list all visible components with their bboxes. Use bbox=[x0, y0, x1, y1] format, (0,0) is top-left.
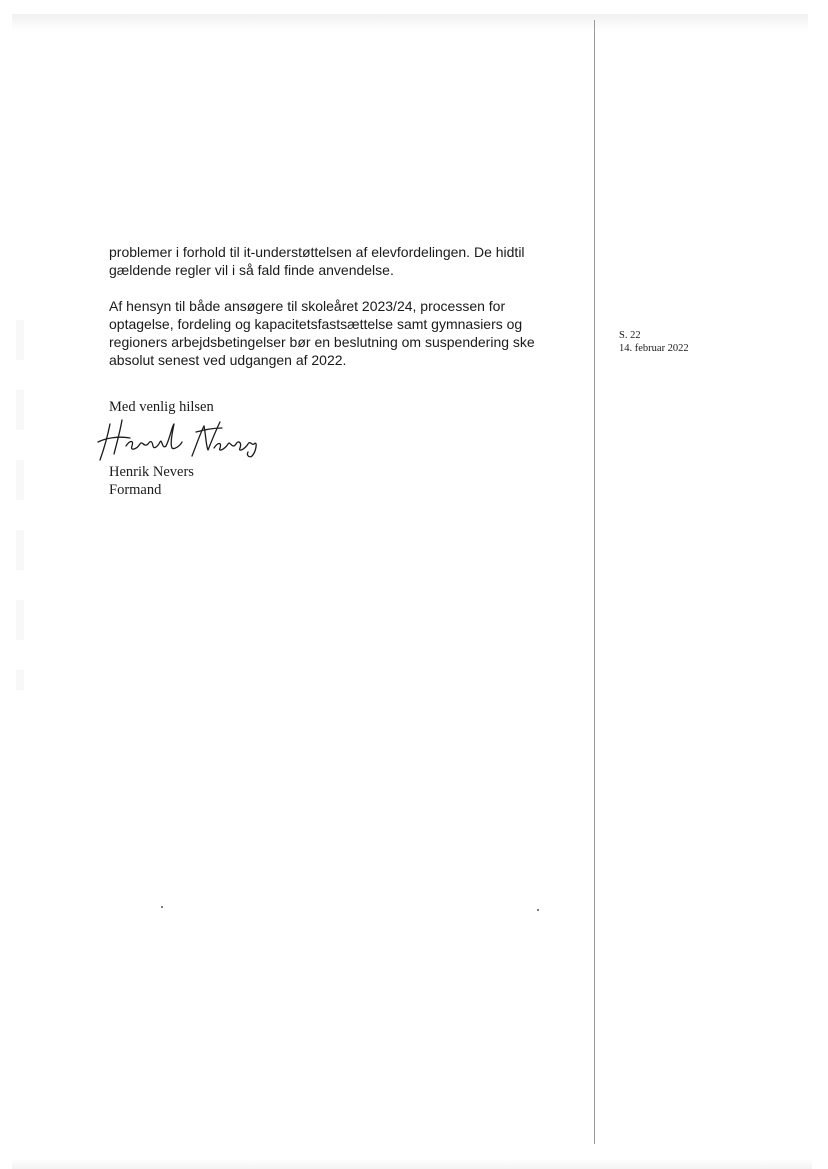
letter-body bbox=[109, 243, 579, 369]
paragraph: Af hensyn til både ansøgere til skoleåret 2023/24, processen for optagelse, fordeling og kapacitetsfastsættelse samt gymnasiers og regioners arbejdsbetingelser bør en beslutning om suspendering ske absolut senest ved udgangen af 2022. bbox=[109, 298, 535, 368]
scan-edge-bottom bbox=[12, 1159, 812, 1169]
margin-divider bbox=[594, 20, 595, 1144]
handwritten-signature bbox=[96, 416, 266, 464]
scan-edge-top bbox=[12, 14, 808, 32]
scan-edge-left bbox=[16, 320, 24, 690]
page-number: S. 22 bbox=[619, 330, 641, 341]
paragraph: problemer i forhold til it-understøttelsen af elevfordelingen. De hidtil gældende regler vil i så fald finde anvendelse. bbox=[109, 244, 525, 278]
scan-speck bbox=[161, 906, 163, 908]
document-date: 14. februar 2022 bbox=[619, 343, 689, 354]
signer-name: Henrik Nevers bbox=[109, 464, 194, 480]
closing-salutation: Med venlig hilsen bbox=[109, 399, 214, 415]
signer-title: Formand bbox=[109, 482, 162, 498]
scan-speck bbox=[537, 909, 539, 911]
